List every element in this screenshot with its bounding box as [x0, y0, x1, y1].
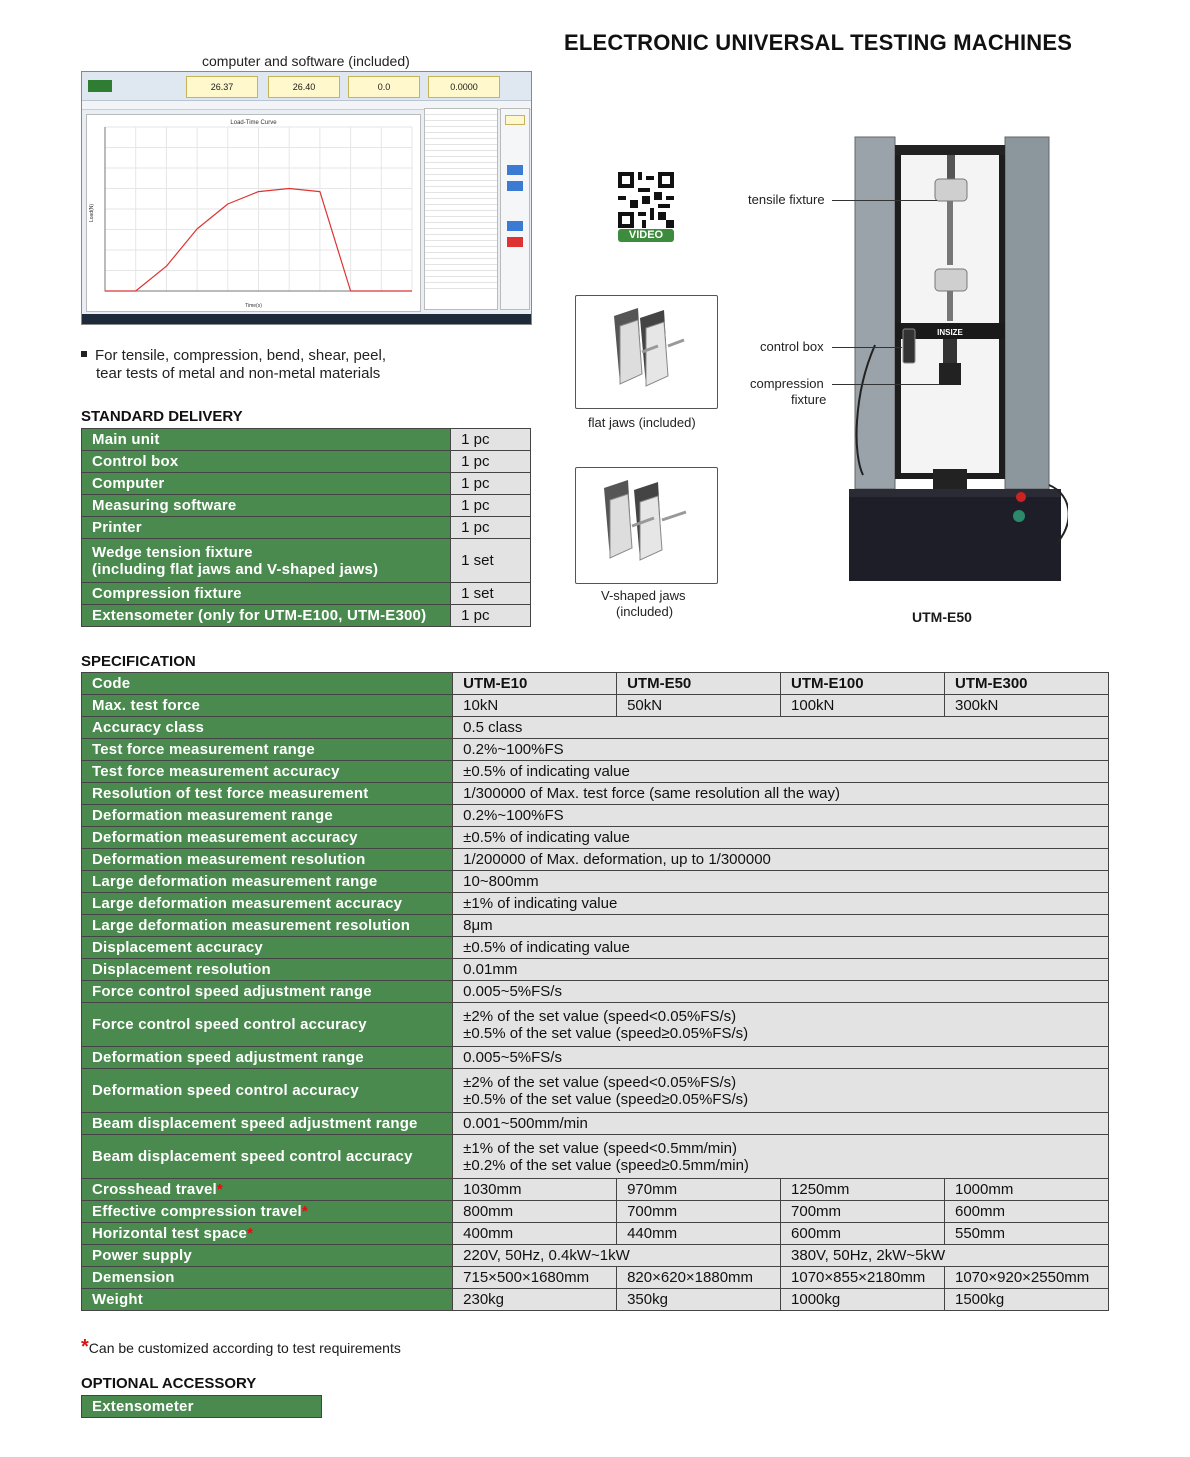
delivery-qty: 1 pc	[451, 517, 531, 539]
delivery-item: Compression fixture	[82, 583, 451, 605]
spec-value-line-1: ±2% of the set value (speed<0.05%FS/s)	[463, 1073, 737, 1091]
asterisk-icon: *	[247, 1225, 254, 1242]
os-taskbar	[82, 314, 531, 324]
spec-value: 0.2%~100%FS	[453, 805, 1109, 827]
delivery-qty: 1 pc	[451, 473, 531, 495]
spec-label: Deformation measurement accuracy	[82, 827, 453, 849]
load-time-chart	[86, 114, 421, 312]
callout-control-box: control box	[760, 339, 824, 354]
spec-value: 300kN	[945, 695, 1109, 717]
spec-label: Test force measurement accuracy	[82, 761, 453, 783]
spec-value	[453, 1135, 1109, 1179]
model-header: UTM-E100	[781, 673, 945, 695]
delivery-qty: 1 pc	[451, 429, 531, 451]
spec-label: Force control speed adjustment range	[82, 981, 453, 1003]
table-row	[82, 1003, 1109, 1047]
page-title: ELECTRONIC UNIVERSAL TESTING MACHINES	[564, 30, 1073, 55]
table-row	[82, 673, 1109, 695]
table-row	[82, 1047, 1109, 1069]
v-jaws-label-line-2: (included)	[616, 604, 674, 619]
table-row	[82, 783, 1109, 805]
table-row	[82, 1179, 1109, 1201]
callout-line	[832, 200, 937, 201]
table-row	[82, 473, 531, 495]
table-row	[82, 1223, 1109, 1245]
delivery-qty: 1 set	[451, 539, 531, 583]
table-row	[82, 849, 1109, 871]
v-jaws-label-line-1: V-shaped jaws	[601, 588, 686, 603]
delivery-qty: 1 pc	[451, 495, 531, 517]
table-row	[82, 451, 531, 473]
optional-accessory-heading: OPTIONAL ACCESSORY	[81, 1375, 257, 1392]
spec-label: Deformation measurement range	[82, 805, 453, 827]
table-row	[82, 1396, 322, 1418]
spec-value: 50kN	[617, 695, 781, 717]
optional-accessory-table	[81, 1395, 322, 1418]
table-row	[82, 893, 1109, 915]
spec-label: Displacement resolution	[82, 959, 453, 981]
flat-jaws-label: flat jaws (included)	[588, 415, 696, 430]
asterisk-icon: *	[81, 1336, 89, 1358]
spec-value-line-2: ±0.5% of the set value (speed≥0.05%FS/s)	[463, 1024, 749, 1042]
spec-value: 1500kg	[945, 1289, 1109, 1311]
table-row	[82, 517, 531, 539]
standard-delivery-table	[81, 428, 531, 627]
callout-tensile-fixture: tensile fixture	[748, 192, 825, 207]
feature-bullet	[81, 347, 386, 383]
callout-compression-line-1: compression	[750, 376, 824, 391]
readout-peak: 26.40	[268, 76, 340, 98]
table-row	[82, 539, 531, 583]
spec-value: 8μm	[453, 915, 1109, 937]
table-row	[82, 1135, 1109, 1179]
spec-label: Large deformation measurement accuracy	[82, 893, 453, 915]
delivery-qty: 1 pc	[451, 605, 531, 627]
spec-value: 1070×855×2180mm	[781, 1267, 945, 1289]
spec-value	[453, 1003, 1109, 1047]
table-row	[82, 739, 1109, 761]
feature-line-2: tear tests of metal and non-metal materials	[96, 365, 381, 382]
spec-value: 1070×920×2550mm	[945, 1267, 1109, 1289]
spec-value: 820×620×1880mm	[617, 1267, 781, 1289]
qr-code-icon[interactable]	[618, 172, 674, 228]
spec-value: 350kg	[617, 1289, 781, 1311]
spec-value: 0.5 class	[453, 717, 1109, 739]
callout-line	[832, 384, 940, 385]
spec-label-text: Horizontal test space	[92, 1225, 248, 1242]
optional-item: Extensometer	[82, 1396, 322, 1418]
model-header: UTM-E300	[945, 673, 1109, 695]
standard-delivery-heading: STANDARD DELIVERY	[81, 408, 243, 425]
callout-line	[832, 347, 902, 348]
spec-value: 10kN	[453, 695, 617, 717]
table-row	[82, 429, 531, 451]
software-caption: computer and software (included)	[202, 53, 410, 69]
spec-label: Beam displacement speed control accuracy	[82, 1135, 453, 1179]
table-row	[82, 605, 531, 627]
footnote	[81, 1336, 401, 1359]
spec-label: Beam displacement speed adjustment range	[82, 1113, 453, 1135]
spec-value: 0.01mm	[453, 959, 1109, 981]
machine-model-label: UTM-E50	[912, 609, 972, 625]
table-row	[82, 981, 1109, 1003]
readout-extension: 0.0000	[428, 76, 500, 98]
spec-value: 1000mm	[945, 1179, 1109, 1201]
spec-value-line-2: ±0.2% of the set value (speed≥0.5mm/min)	[463, 1156, 749, 1174]
chart-xlabel: Time(s)	[245, 303, 262, 309]
spec-value: 380V, 50Hz, 2kW~5kW	[781, 1245, 1109, 1267]
spec-label: Deformation measurement resolution	[82, 849, 453, 871]
software-screenshot	[81, 71, 532, 325]
table-row	[82, 1267, 1109, 1289]
delivery-qty: 1 set	[451, 583, 531, 605]
footnote-text: Can be customized according to test requirements	[88, 1340, 401, 1356]
spec-value: 220V, 50Hz, 0.4kW~1kW	[453, 1245, 781, 1267]
chart-title: Load-Time Curve	[230, 120, 277, 126]
readout-error: 0.0	[348, 76, 420, 98]
load-time-svg	[87, 115, 420, 311]
bullet-square-icon	[81, 351, 87, 357]
table-row	[82, 959, 1109, 981]
v-jaws-image	[575, 467, 718, 584]
software-parameter-panel	[424, 108, 498, 310]
spec-label: Large deformation measurement range	[82, 871, 453, 893]
spec-value: 440mm	[617, 1223, 781, 1245]
delivery-item: Control box	[82, 451, 451, 473]
spec-value: 10~800mm	[453, 871, 1109, 893]
delivery-item: Computer	[82, 473, 451, 495]
model-header: UTM-E50	[617, 673, 781, 695]
delivery-item: Main unit	[82, 429, 451, 451]
readout-load: 26.37	[186, 76, 258, 98]
spec-label-text: Effective compression travel	[92, 1203, 302, 1220]
spec-value: 700mm	[781, 1201, 945, 1223]
table-row	[82, 915, 1109, 937]
delivery-item-line-2: (including flat jaws and V-shaped jaws)	[92, 560, 379, 578]
spec-value: 1000kg	[781, 1289, 945, 1311]
software-control-panel	[500, 108, 530, 310]
asterisk-icon: *	[216, 1181, 223, 1198]
spec-value: 100kN	[781, 695, 945, 717]
table-row	[82, 1113, 1109, 1135]
table-row	[82, 1289, 1109, 1311]
table-row	[82, 495, 531, 517]
table-row	[82, 1069, 1109, 1113]
machine-image	[843, 135, 1068, 585]
spec-label	[82, 1223, 453, 1245]
spec-value-line-1: ±1% of the set value (speed<0.5mm/min)	[463, 1139, 737, 1157]
spec-value: 230kg	[453, 1289, 617, 1311]
spec-label: Deformation speed adjustment range	[82, 1047, 453, 1069]
spec-value: 0.005~5%FS/s	[453, 981, 1109, 1003]
spec-label	[82, 1179, 453, 1201]
spec-value: 970mm	[617, 1179, 781, 1201]
spec-label: Resolution of test force measurement	[82, 783, 453, 805]
spec-value	[453, 1069, 1109, 1113]
callout-compression-line-2: fixture	[791, 392, 827, 407]
delivery-item-line-1: Wedge tension fixture	[92, 543, 253, 561]
delivery-item: Measuring software	[82, 495, 451, 517]
feature-line-1: For tensile, compression, bend, shear, peel,	[95, 347, 386, 364]
table-row	[82, 695, 1109, 717]
model-header: UTM-E10	[453, 673, 617, 695]
table-row	[82, 871, 1109, 893]
machine-brand-text: INSIZE	[937, 328, 963, 337]
specification-heading: SPECIFICATION	[81, 653, 196, 670]
chart-ylabel: Load(N)	[89, 203, 95, 223]
brand-logo-icon	[88, 80, 112, 92]
spec-value-line-1: ±2% of the set value (speed<0.05%FS/s)	[463, 1007, 737, 1025]
spec-value: 550mm	[945, 1223, 1109, 1245]
delivery-item: Extensometer (only for UTM-E100, UTM-E300)	[82, 605, 451, 627]
spec-value-line-2: ±0.5% of the set value (speed≥0.05%FS/s)	[463, 1090, 749, 1108]
specification-table	[81, 672, 1109, 1311]
spec-label: Code	[82, 673, 453, 695]
table-row	[82, 717, 1109, 739]
spec-value: 400mm	[453, 1223, 617, 1245]
spec-value: 715×500×1680mm	[453, 1267, 617, 1289]
delivery-item: Printer	[82, 517, 451, 539]
spec-value: 1/300000 of Max. test force (same resolution all the way)	[453, 783, 1109, 805]
spec-value: ±1% of indicating value	[453, 893, 1109, 915]
spec-value: 0.001~500mm/min	[453, 1113, 1109, 1135]
spec-value: 600mm	[945, 1201, 1109, 1223]
spec-value: 700mm	[617, 1201, 781, 1223]
table-row	[82, 937, 1109, 959]
delivery-qty: 1 pc	[451, 451, 531, 473]
asterisk-icon: *	[301, 1203, 308, 1220]
spec-label: Large deformation measurement resolution	[82, 915, 453, 937]
flat-jaws-image	[575, 295, 718, 409]
spec-value: ±0.5% of indicating value	[453, 827, 1109, 849]
table-row	[82, 1201, 1109, 1223]
spec-label: Accuracy class	[82, 717, 453, 739]
delivery-item	[82, 539, 451, 583]
spec-label: Deformation speed control accuracy	[82, 1069, 453, 1113]
spec-value: 600mm	[781, 1223, 945, 1245]
software-readout-bar	[82, 72, 531, 101]
spec-label: Force control speed control accuracy	[82, 1003, 453, 1047]
table-row	[82, 1245, 1109, 1267]
video-badge[interactable]: VIDEO	[618, 229, 674, 242]
spec-value: ±0.5% of indicating value	[453, 761, 1109, 783]
table-row	[82, 827, 1109, 849]
spec-label	[82, 1201, 453, 1223]
table-row	[82, 805, 1109, 827]
spec-value: 1030mm	[453, 1179, 617, 1201]
spec-label: Max. test force	[82, 695, 453, 717]
spec-value: 0.005~5%FS/s	[453, 1047, 1109, 1069]
spec-value: 800mm	[453, 1201, 617, 1223]
spec-value: 0.2%~100%FS	[453, 739, 1109, 761]
spec-value: ±0.5% of indicating value	[453, 937, 1109, 959]
spec-label-text: Crosshead travel	[92, 1181, 217, 1198]
spec-label: Demension	[82, 1267, 453, 1289]
spec-label: Weight	[82, 1289, 453, 1311]
spec-label: Test force measurement range	[82, 739, 453, 761]
table-row	[82, 583, 531, 605]
spec-label: Displacement accuracy	[82, 937, 453, 959]
spec-value: 1250mm	[781, 1179, 945, 1201]
spec-label: Power supply	[82, 1245, 453, 1267]
table-row	[82, 761, 1109, 783]
spec-value: 1/200000 of Max. deformation, up to 1/300000	[453, 849, 1109, 871]
